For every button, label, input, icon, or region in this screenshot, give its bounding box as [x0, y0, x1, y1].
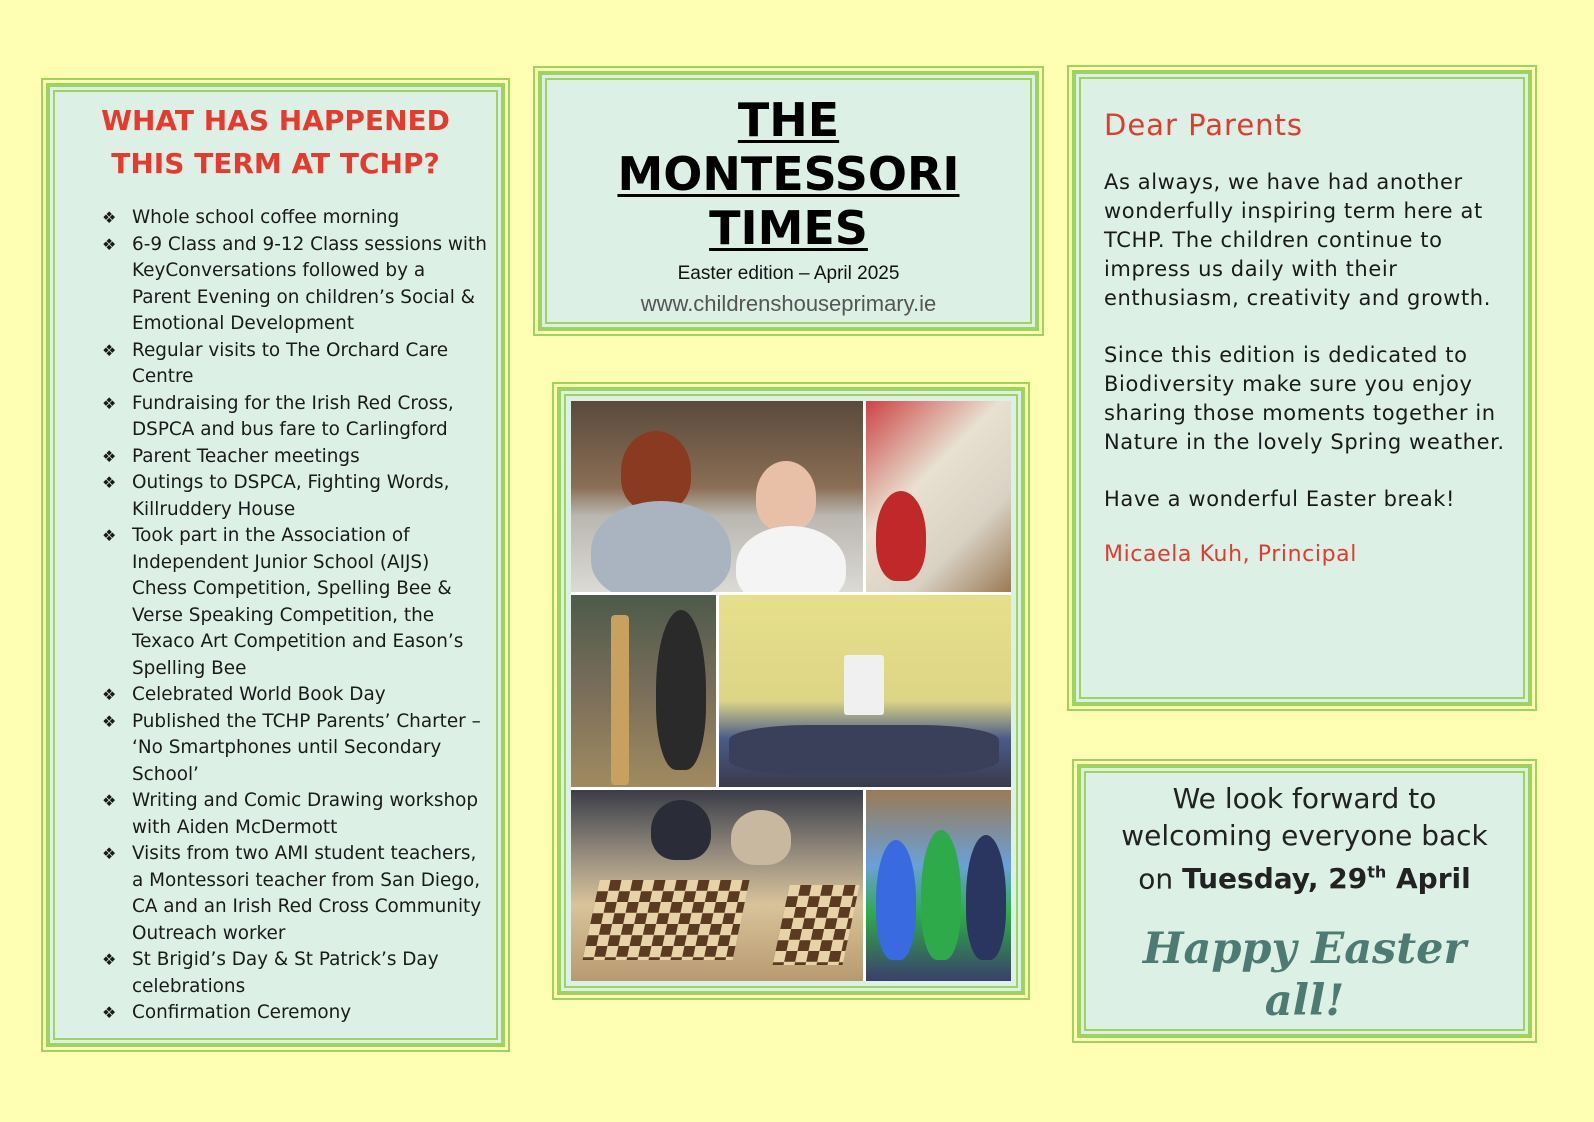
- diamond-bullet-icon: ❖: [102, 791, 117, 810]
- diamond-bullet-icon: ❖: [102, 526, 117, 545]
- diamond-bullet-icon: ❖: [102, 950, 117, 969]
- diamond-bullet-icon: ❖: [102, 1003, 117, 1022]
- list-item: ❖ Fundraising for the Irish Red Cross, DSPCA and bus fare to Carlingford: [102, 392, 454, 440]
- list-item: ❖ Whole school coffee morning: [102, 205, 501, 232]
- edition-label: Easter edition – April 2025: [677, 263, 900, 284]
- heading-line-1: WHAT HAS HAPPENED: [101, 104, 450, 137]
- photo-classroom-assembly: [719, 595, 1011, 786]
- return-date-panel: [1077, 764, 1532, 1038]
- diamond-bullet-icon: ❖: [102, 844, 117, 863]
- letter-signature: Micaela Kuh, Principal: [1104, 542, 1357, 567]
- list-item: ❖ Outings to DSPCA, Fighting Words, Killruddery House: [102, 472, 450, 520]
- diamond-bullet-icon: ❖: [102, 711, 117, 731]
- list-item: ❖ Celebrated World Book Day: [102, 682, 501, 709]
- highlights-list: [50, 205, 501, 1027]
- term-highlights-heading: [50, 99, 501, 185]
- list-item: ❖ Confirmation Ceremony: [102, 1000, 501, 1027]
- letter-paragraph: Since this edition is dedicated to Biodiversity make sure you enjoy sharing those moments together in Nature in the lovely Spring weather.: [1104, 343, 1505, 454]
- letter-paragraph: Have a wonderful Easter break!: [1104, 487, 1456, 511]
- diamond-bullet-icon: ❖: [102, 208, 117, 227]
- list-item: ❖ Published the TCHP Parents’ Charter – ‘No Smartphones until Secondary School’: [102, 710, 481, 785]
- list-item: ❖ Visits from two AMI student teachers, a Montessori teacher from San Diego, CA and an Irish Red Cross Community Outreach worker: [102, 843, 482, 944]
- diamond-bullet-icon: ❖: [102, 340, 117, 360]
- photo-collage: [557, 387, 1025, 995]
- diamond-bullet-icon: ❖: [102, 685, 117, 704]
- list-item: ❖ St Brigid’s Day & St Patrick’s Day celebrations: [102, 949, 439, 997]
- diamond-bullet-icon: ❖: [102, 473, 117, 492]
- photo-book-day-costumes: [866, 790, 1011, 981]
- heading-line-2: THIS TERM AT TCHP?: [111, 147, 440, 180]
- list-item: ❖ Regular visits to The Orchard Care Centre: [102, 339, 449, 387]
- photo-harp-music: [571, 595, 716, 786]
- term-highlights-panel: [46, 83, 505, 1047]
- diamond-bullet-icon: ❖: [102, 393, 117, 413]
- list-item: ❖ 6-9 Class and 9-12 Class sessions with KeyConversations followed by a Parent Evening on children’s Social & Emotional Development: [102, 233, 487, 334]
- principal-letter: [1072, 70, 1532, 706]
- happy-easter-greeting: Happy Easter all!: [1142, 924, 1467, 1027]
- return-message: We look forward to welcoming everyone back on Tuesday, 29th April: [1121, 782, 1488, 896]
- photo-chess-competition: [571, 790, 863, 981]
- masthead: [538, 71, 1039, 331]
- list-item: ❖ Parent Teacher meetings: [102, 444, 501, 471]
- list-item: ❖ Took part in the Association of Independent Junior School (AIJS) Chess Competition, Spelling Bee & Verse Speaking Competition, the Texaco Art Competition and Eason’s Spelling Bee: [102, 525, 464, 679]
- letter-greeting: Dear Parents: [1104, 108, 1304, 142]
- photo-tangram-activity: [866, 401, 1011, 592]
- diamond-bullet-icon: ❖: [102, 446, 117, 466]
- list-item: ❖ Writing and Comic Drawing workshop with Aiden McDermott: [102, 790, 479, 838]
- return-date: Tuesday, 29: [1182, 862, 1368, 896]
- diamond-bullet-icon: ❖: [102, 234, 117, 254]
- newsletter-title: THE MONTESSORI TIMES: [617, 93, 960, 255]
- website-link[interactable]: www.childrenshouseprimary.ie: [640, 291, 937, 316]
- photo-confirmation: [571, 401, 863, 592]
- letter-paragraph: As always, we have had another wonderfully inspiring term here at TCHP. The children continue to impress us daily with their enthusiasm, creativity and growth.: [1104, 170, 1491, 310]
